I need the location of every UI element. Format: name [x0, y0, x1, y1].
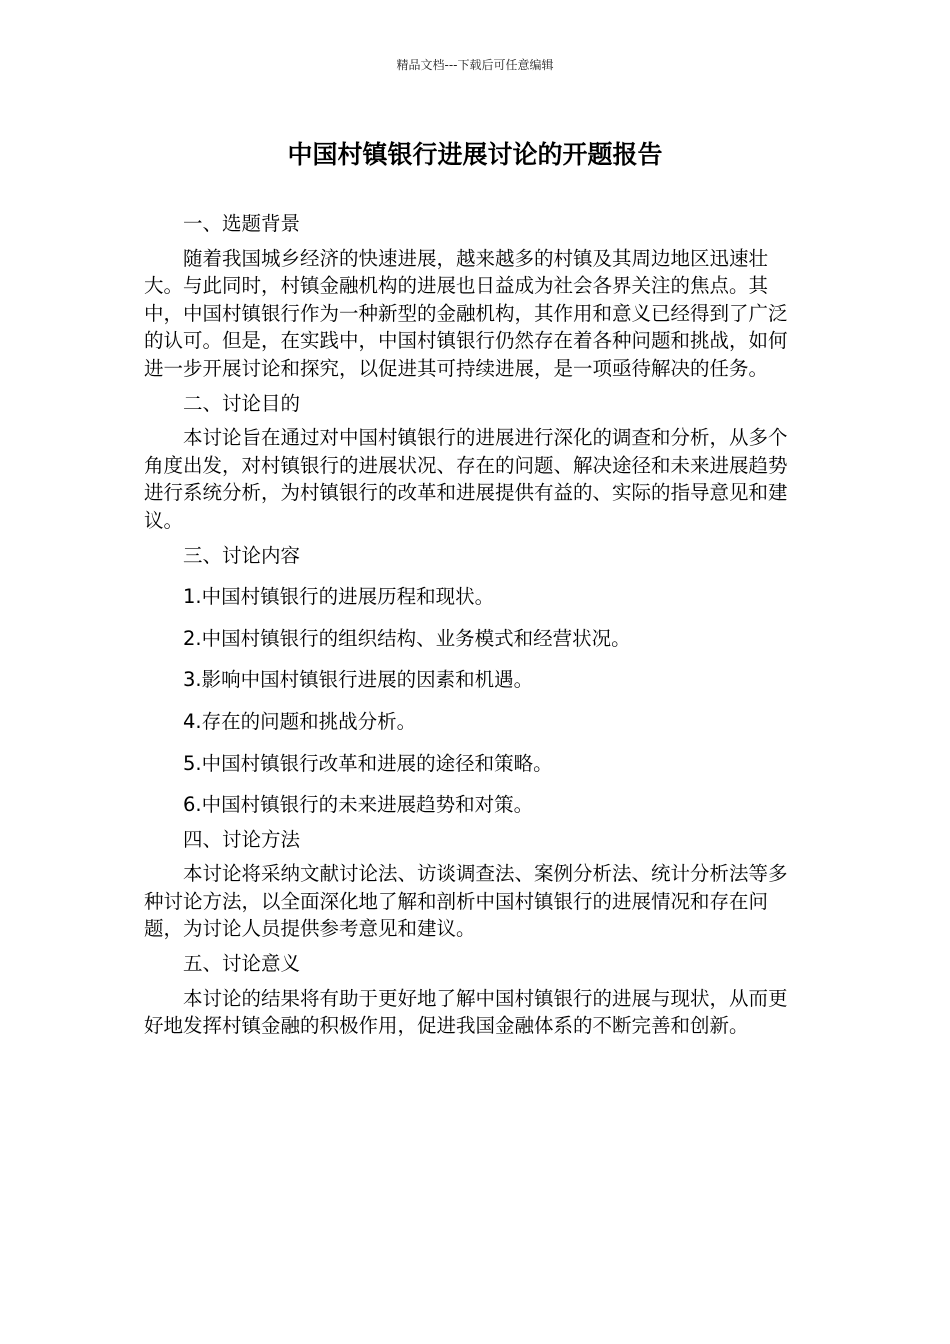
section-heading-methods: 四、讨论方法: [183, 827, 301, 851]
content-list-item: 1.中国村镇银行的进展历程和现状。: [183, 585, 495, 609]
section-paragraph-methods: 本讨论将采纳文献讨论法、访谈调查法、案例分析法、统计分析法等多种讨论方法，以全面深化地了解和剖析中国村镇银行的进展情况和存在问题，为讨论人员提供参考意见和建议。: [144, 862, 788, 941]
content-list-item: 4.存在的问题和挑战分析。: [183, 709, 417, 733]
content-list-item: 6.中国村镇银行的未来进展趋势和对策。: [183, 793, 534, 817]
section-heading-significance: 五、讨论意义: [183, 952, 301, 976]
content-list-item: 2.中国村镇银行的组织结构、业务模式和经营状况。: [183, 626, 631, 650]
content-list-item: 5.中国村镇银行改革和进展的途径和策略。: [183, 751, 553, 775]
section-paragraph-purpose: 本讨论旨在通过对中国村镇银行的进展进行深化的调查和分析，从多个角度出发，对村镇银行的进展状况、存在的问题、解决途径和未来进展趋势进行系统分析，为村镇银行的改革和进展提供有益的、实际的指导意见和建议。: [144, 426, 788, 532]
document-body: [144, 210, 806, 1047]
section-heading-background: 一、选题背景: [183, 212, 301, 235]
section-heading-purpose: 二、讨论目的: [183, 391, 301, 415]
section-paragraph-background: 随着我国城乡经济的快速进展，越来越多的村镇及其周边地区迅速壮大。与此同时，村镇金融机构的进展也日益成为社会各界关注的焦点。其中，中国村镇银行作为一种新型的金融机构，其作用和意义已经得到了广泛的认可。但是，在实践中，中国村镇银行仍然存在着各种问题和挑战，如何进一步开展讨论和探究，以促进其可持续进展，是一项亟待解决的任务。: [144, 246, 788, 380]
section-heading-content: 三、讨论内容: [183, 543, 301, 567]
page-header-watermark: 精品文档---下载后可任意编辑: [396, 58, 554, 72]
document-title: 中国村镇银行进展讨论的开题报告: [287, 140, 663, 169]
section-paragraph-significance: 本讨论的结果将有助于更好地了解中国村镇银行的进展与现状，从而更好地发挥村镇金融的积极作用，促进我国金融体系的不断完善和创新。: [144, 986, 788, 1038]
content-list-item: 3.影响中国村镇银行进展的因素和机遇。: [183, 668, 534, 692]
